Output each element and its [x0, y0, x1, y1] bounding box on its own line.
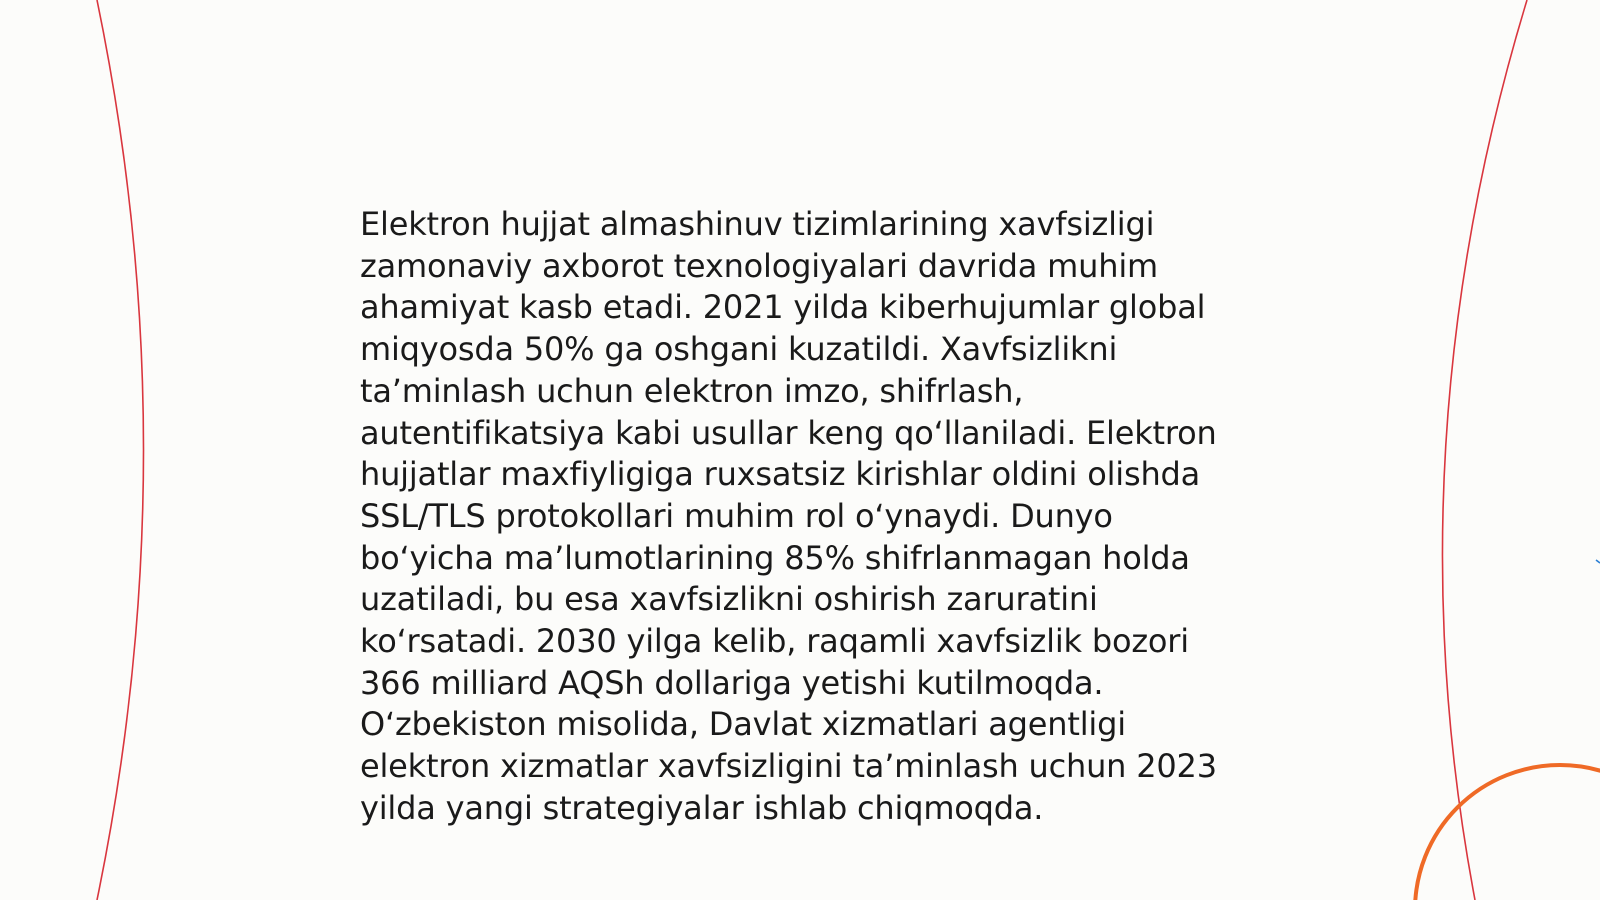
left-red-curve — [97, 0, 144, 900]
body-paragraph: Elektron hujjat almashinuv tizimlarining xavfsizligi zamonaviy axborot texnologiyalari davrida muhim ahamiyat kasb etadi. 2021 yilda kiberhujumlar global miqyosda 50% ga oshgani kuzatildi. Xavfsizlikni ta’minlash uchun elektron imzo, shifrlash, autentifikatsiya kabi usullar keng qo‘llaniladi. Elektron hujjatlar maxfiyligiga ruxsatsiz kirishlar oldini olishda SSL/TLS protokollari muhim rol o‘ynaydi. Dunyo bo‘yicha ma’lumotlarining 85% shifrlanmagan holda uzatiladi, bu esa xavfsizlikni oshirish zaruratini ko‘rsatadi. 2030 yilga kelib, raqamli xavfsizlik bozori 366 milliard AQSh dollariga yetishi kutilmoqda. O‘zbekiston misolida, Davlat xizmatlari agentligi elektron xizmatlar xavfsizligini ta’minlash uchun 2023 yilda yangi strategiyalar ishlab chiqmoqda. — [360, 205, 1217, 827]
blue-accent-mark — [1596, 560, 1600, 563]
right-red-curve — [1442, 0, 1527, 900]
orange-circle-arc — [1415, 765, 1600, 900]
